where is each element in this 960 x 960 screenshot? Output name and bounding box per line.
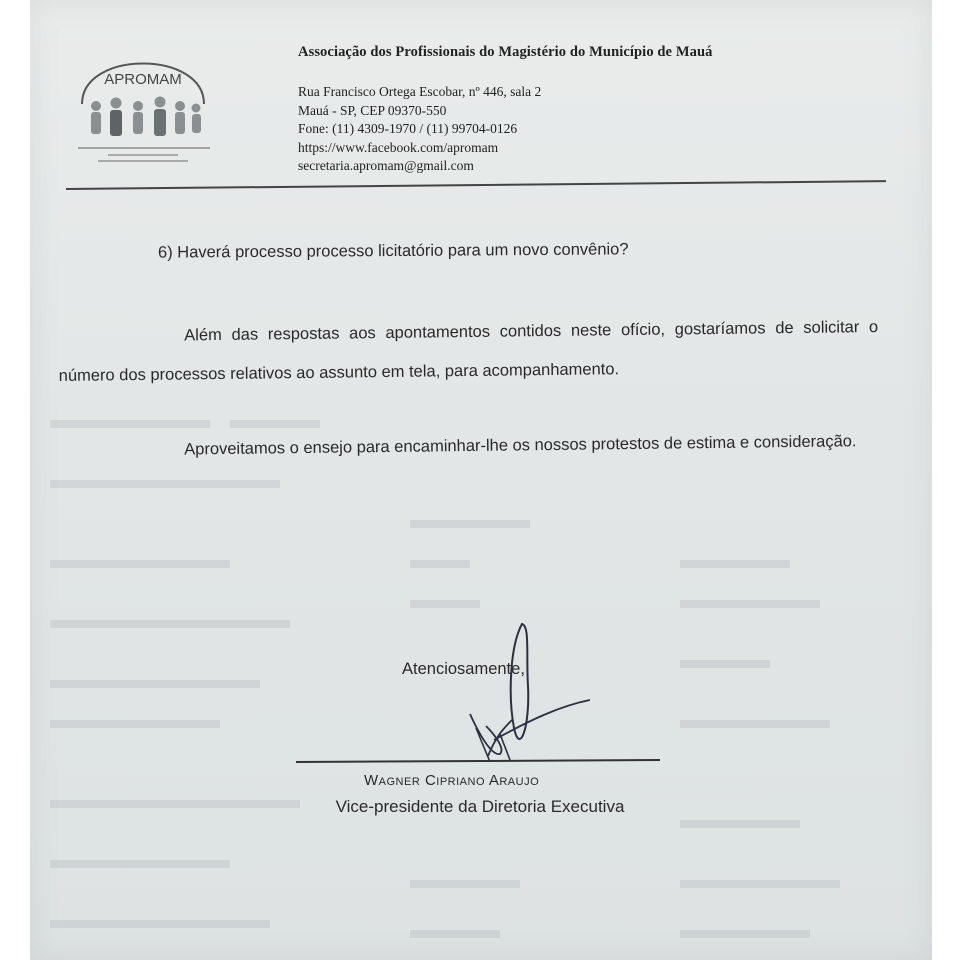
closing-salutation: Atenciosamente, [402, 660, 525, 678]
website-link: https://www.facebook.com/apromam [298, 139, 499, 155]
handwritten-signature [430, 616, 590, 776]
city-line: Mauá - SP, CEP 09370-550 [298, 102, 447, 118]
organization-name: Associação dos Profissionais do Magistério do Município de Mauá [298, 44, 713, 60]
address-line: Rua Francisco Ortega Escobar, nº 446, sala 2 [298, 84, 542, 99]
header-divider [66, 180, 886, 189]
document-page [30, 0, 932, 960]
people-figures-icon [91, 97, 201, 137]
apromam-logo [68, 36, 218, 176]
question-6: 6) Haverá processo processo licitatório para um novo convênio? [157, 240, 629, 262]
logo-text: APROMAM [104, 71, 182, 88]
signer-name: Wagner Cipriano Araujo [364, 772, 540, 789]
organization-header [298, 44, 712, 176]
signer-role: Vice-presidente da Diretoria Executiva [335, 797, 625, 816]
email-address: secretaria.apromam@gmail.com [298, 158, 474, 173]
paragraph-request: Além das respostas aos apontamentos contidos neste ofício, gostaríamos de solicitar o número dos processos relativos ao assunto em tela, para acompanhamento. [58, 317, 879, 385]
phone-line: Fone: (11) 4309-1970 / (11) 99704-0126 [298, 121, 518, 136]
paragraph-regards: Aproveitamos o ensejo para encaminhar-lhe os nossos protestos de estima e consideração. [184, 432, 857, 459]
